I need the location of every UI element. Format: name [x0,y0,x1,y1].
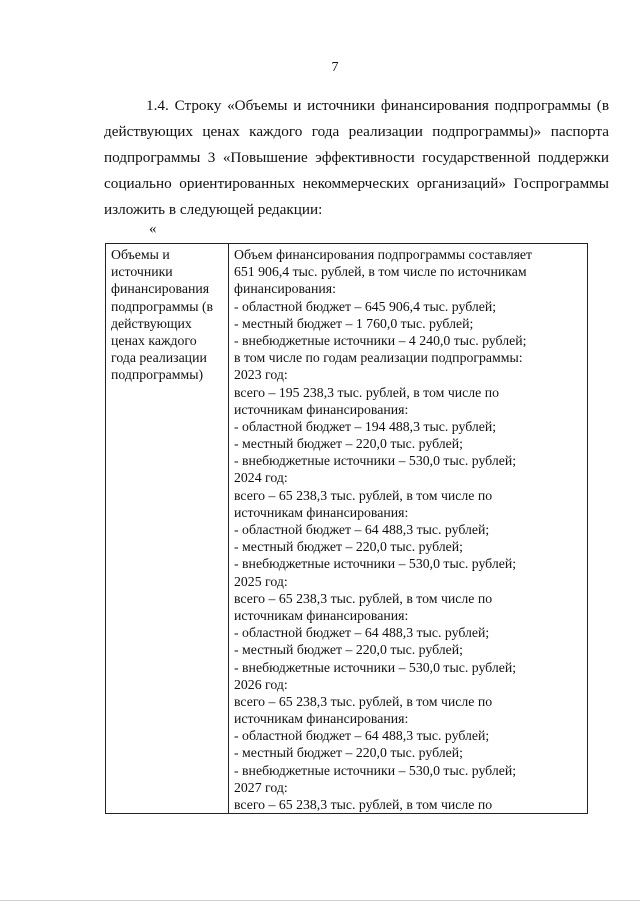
content-line: источникам финансирования: [234,401,409,417]
intro-line: 1.4. Строку «Объемы и источники финансирования подпрограммы (в [146,97,609,114]
opening-quote-mark: « [149,221,157,237]
content-line: - местный бюджет – 1 760,0 тыс. рублей; [234,315,474,331]
content-line: - местный бюджет – 220,0 тыс. рублей; [234,539,463,555]
content-line: всего – 195 238,3 тыс. рублей, в том числе по [234,384,500,400]
content-line: 2024 год: [234,470,288,486]
label-line: года реализации [111,350,207,366]
content-line: - внебюджетные источники – 530,0 тыс. рублей; [234,556,517,572]
content-line: - местный бюджет – 220,0 тыс. рублей; [234,436,463,452]
content-line: - местный бюджет – 220,0 тыс. рублей; [234,745,463,761]
content-line: 2023 год: [234,367,288,383]
intro-line: действующих ценах каждого года реализации подпрограммы)» паспорта [104,123,609,140]
label-line: подпрограммы) [111,367,204,383]
label-line: ценах каждого [111,333,197,349]
content-line: 651 906,4 тыс. рублей, в том числе по источникам [234,264,527,280]
content-line: источникам финансирования: [234,607,409,623]
intro-line: изложить в следующей редакции: [104,201,323,218]
content-line: в том числе по годам реализации подпрограммы: [234,350,523,366]
content-line: источникам финансирования: [234,711,409,727]
content-line: - внебюджетные источники – 530,0 тыс. рублей; [234,453,517,469]
content-line: - областной бюджет – 64 488,3 тыс. рублей; [234,625,490,641]
content-line: - областной бюджет – 64 488,3 тыс. рублей; [234,728,490,744]
content-line: 2025 год: [234,573,288,589]
financing-table [105,243,588,814]
page-number: 7 [331,60,339,75]
content-line: финансирования: [234,281,336,297]
content-line: - внебюджетные источники – 530,0 тыс. рублей; [234,762,517,778]
table-row [106,244,588,814]
intro-paragraph [104,93,609,223]
content-line: - областной бюджет – 645 906,4 тыс. рублей; [234,298,497,314]
intro-line: социально ориентированных некоммерческих организаций» Госпрограммы [104,175,609,192]
content-line: 2027 год: [234,779,288,795]
label-line: Объемы и [111,247,170,262]
content-line: всего – 65 238,3 тыс. рублей, в том числе по [234,590,493,606]
label-line: финансирования [111,281,210,297]
content-line: 2026 год: [234,676,288,692]
content-line: - внебюджетные источники – 530,0 тыс. рублей; [234,659,517,675]
content-line: всего – 65 238,3 тыс. рублей, в том числе по [234,487,493,503]
content-line: Объем финансирования подпрограммы составляет [234,247,533,262]
label-line: подпрограммы (в [111,298,214,314]
content-line: - внебюджетные источники – 4 240,0 тыс. рублей; [234,332,527,348]
page-bottom-rule [0,900,640,901]
table-label-cell [106,244,229,814]
label-line: источники [111,264,173,280]
label-line: действующих [111,315,192,331]
table-content-cell [229,244,588,814]
content-line: - областной бюджет – 64 488,3 тыс. рублей; [234,522,490,537]
content-line: источникам финансирования: [234,504,409,520]
content-line: всего – 65 238,3 тыс. рублей, в том числе по [234,693,493,709]
content-line: - местный бюджет – 220,0 тыс. рублей; [234,642,463,658]
content-line: - областной бюджет – 194 488,3 тыс. рублей; [234,418,497,434]
content-line: всего – 65 238,3 тыс. рублей, в том числе по [234,797,493,812]
intro-line: подпрограммы 3 «Повышение эффективности государственной поддержки [104,149,609,166]
